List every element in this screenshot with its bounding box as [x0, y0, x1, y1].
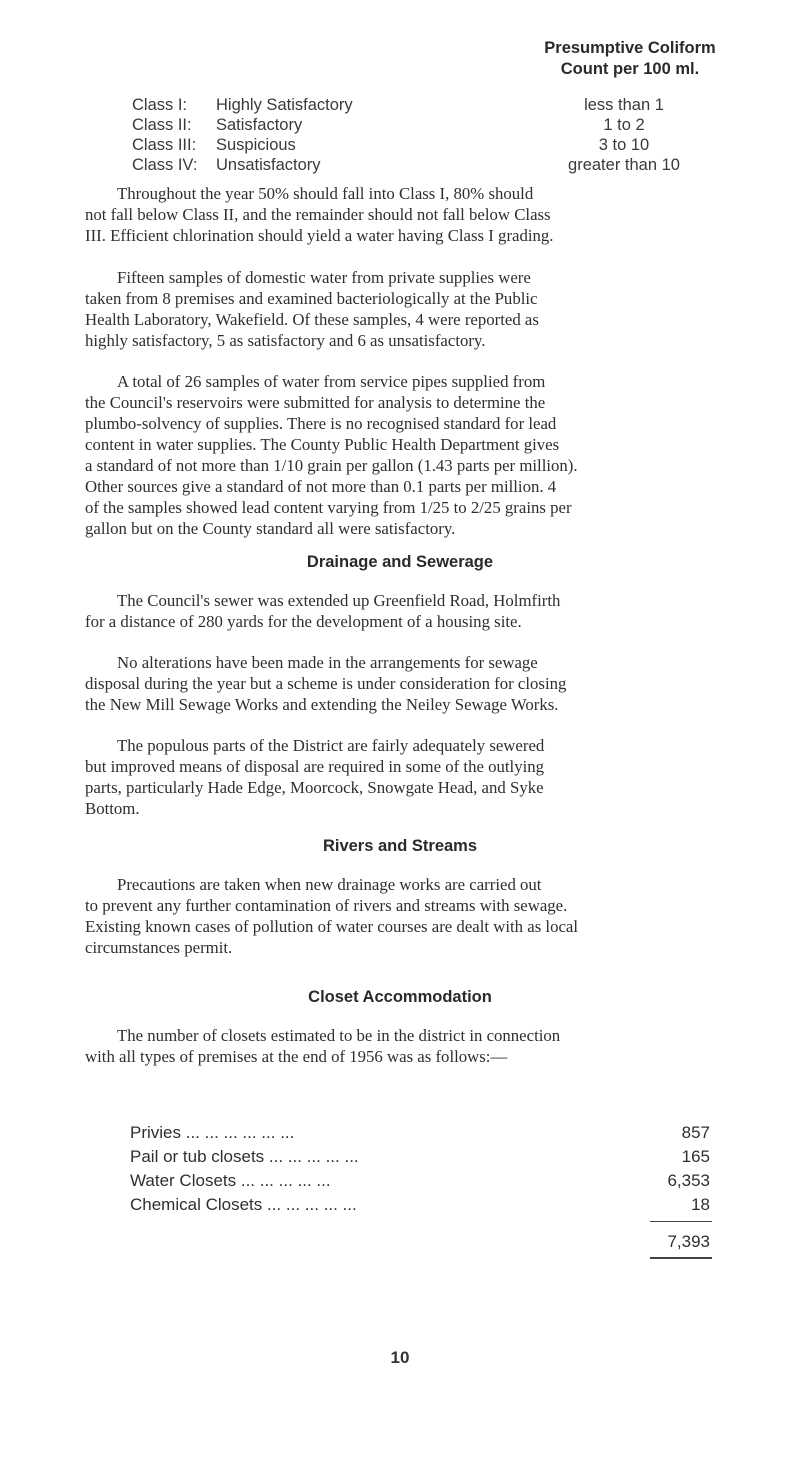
- paragraph-populous-parts: [85, 735, 757, 819]
- paragraph-line: parts, particularly Hade Edge, Moorcock, Snowgate Head, and Syke: [85, 778, 544, 797]
- page-number: 10: [390, 1348, 410, 1367]
- paragraph-line: Existing known cases of pollution of water courses are dealt with as local: [85, 917, 579, 936]
- paragraph-line: Health Laboratory, Wakefield. Of these samples, 4 were reported as: [85, 310, 539, 329]
- closet-label: Privies ... ... ... ... ... ...: [130, 1123, 295, 1142]
- paragraph-sewage-disposal: [85, 652, 757, 715]
- paragraph-line: to prevent any further contamination of rivers and streams with sewage.: [85, 896, 568, 915]
- closets-total: 7,393: [667, 1232, 710, 1251]
- paragraph-line: The number of closets estimated to be in the district in connection: [117, 1026, 561, 1045]
- heading-drainage-sewerage: Drainage and Sewerage: [306, 553, 494, 571]
- class-label: Class II:: [132, 116, 192, 134]
- paragraph-line: not fall below Class II, and the remainder should not fall below Class: [85, 205, 551, 224]
- paragraph-line: highly satisfactory, 5 as satisfactory and 6 as unsatisfactory.: [85, 331, 486, 350]
- coliform-heading-line1: Presumptive Coliform: [544, 39, 716, 57]
- paragraph-line: the New Mill Sewage Works and extending the Neiley Sewage Works.: [85, 695, 559, 714]
- class-count: 1 to 2: [603, 116, 645, 134]
- paragraph-precautions: [85, 874, 757, 958]
- paragraph-line: the Council's reservoirs were submitted for analysis to determine the: [85, 393, 546, 412]
- paragraph-line: taken from 8 premises and examined bacteriologically at the Public: [85, 289, 538, 308]
- closet-row: [130, 1123, 710, 1147]
- class-count: 3 to 10: [598, 136, 650, 154]
- paragraph-closet-count: [85, 1025, 757, 1067]
- class-label: Class I:: [132, 96, 188, 114]
- paragraph-class-grading: [85, 183, 757, 246]
- class-count: less than 1: [584, 96, 664, 114]
- paragraph-line: III. Efficient chlorination should yield a water having Class I grading.: [85, 226, 554, 245]
- paragraph-line: No alterations have been made in the arrangements for sewage: [117, 653, 538, 672]
- coliform-class-table: [132, 96, 752, 176]
- class-description: Unsatisfactory: [216, 156, 321, 174]
- class-description: Highly Satisfactory: [216, 96, 353, 114]
- paragraph-line: gallon but on the County standard all were satisfactory.: [85, 519, 456, 538]
- closet-label: Pail or tub closets ... ... ... ... ...: [130, 1147, 359, 1166]
- paragraph-line: with all types of premises at the end of 1956 was as follows:—: [85, 1047, 508, 1066]
- paragraph-line: for a distance of 280 yards for the development of a housing site.: [85, 612, 522, 631]
- paragraph-plumbo-solvency: [85, 371, 757, 539]
- class-count: greater than 10: [568, 156, 680, 174]
- paragraph-line: Bottom.: [85, 799, 140, 818]
- paragraph-line: a standard of not more than 1/10 grain per gallon (1.43 parts per million).: [85, 456, 578, 475]
- paragraph-line: Other sources give a standard of not more than 0.1 parts per million. 4: [85, 477, 557, 496]
- closet-value: 18: [691, 1195, 710, 1214]
- class-row: [132, 156, 752, 176]
- closet-value: 857: [681, 1123, 710, 1142]
- coliform-heading-line2: Count per 100 ml.: [560, 60, 700, 78]
- total-rule: [650, 1221, 712, 1222]
- paragraph-line: Precautions are taken when new drainage works are carried out: [117, 875, 542, 894]
- paragraph-private-supplies: [85, 267, 757, 351]
- paragraph-line: Throughout the year 50% should fall into Class I, 80% should: [117, 184, 534, 203]
- closet-value: 165: [681, 1147, 710, 1166]
- closet-row: [130, 1171, 710, 1195]
- closet-row: [130, 1195, 710, 1219]
- paragraph-line: Fifteen samples of domestic water from private supplies were: [117, 268, 531, 287]
- class-label: Class IV:: [132, 156, 198, 174]
- closet-label: Chemical Closets ... ... ... ... ...: [130, 1195, 357, 1214]
- paragraph-line: plumbo-solvency of supplies. There is no recognised standard for lead: [85, 414, 557, 433]
- class-row: [132, 116, 752, 136]
- total-double-rule: [650, 1257, 712, 1259]
- paragraph-line: The populous parts of the District are fairly adequately sewered: [117, 736, 545, 755]
- class-row: [132, 96, 752, 116]
- closet-row: [130, 1147, 710, 1171]
- class-label: Class III:: [132, 136, 197, 154]
- class-row: [132, 136, 752, 156]
- paragraph-line: of the samples showed lead content varying from 1/25 to 2/25 grains per: [85, 498, 572, 517]
- heading-closet-accommodation: Closet Accommodation: [308, 988, 492, 1006]
- paragraph-line: circumstances permit.: [85, 938, 233, 957]
- paragraph-line: A total of 26 samples of water from service pipes supplied from: [117, 372, 546, 391]
- paragraph-line: but improved means of disposal are required in some of the outlying: [85, 757, 545, 776]
- class-description: Suspicious: [216, 136, 296, 154]
- class-description: Satisfactory: [216, 116, 303, 134]
- paragraph-sewer-extension: [85, 590, 757, 632]
- closet-table: [130, 1123, 710, 1219]
- coliform-heading: [500, 38, 760, 80]
- paragraph-line: disposal during the year but a scheme is under consideration for closing: [85, 674, 567, 693]
- closet-label: Water Closets ... ... ... ... ...: [130, 1171, 331, 1190]
- heading-rivers-streams: Rivers and Streams: [322, 837, 478, 855]
- paragraph-line: content in water supplies. The County Public Health Department gives: [85, 435, 560, 454]
- paragraph-line: The Council's sewer was extended up Greenfield Road, Holmfirth: [117, 591, 561, 610]
- closet-value: 6,353: [667, 1171, 710, 1190]
